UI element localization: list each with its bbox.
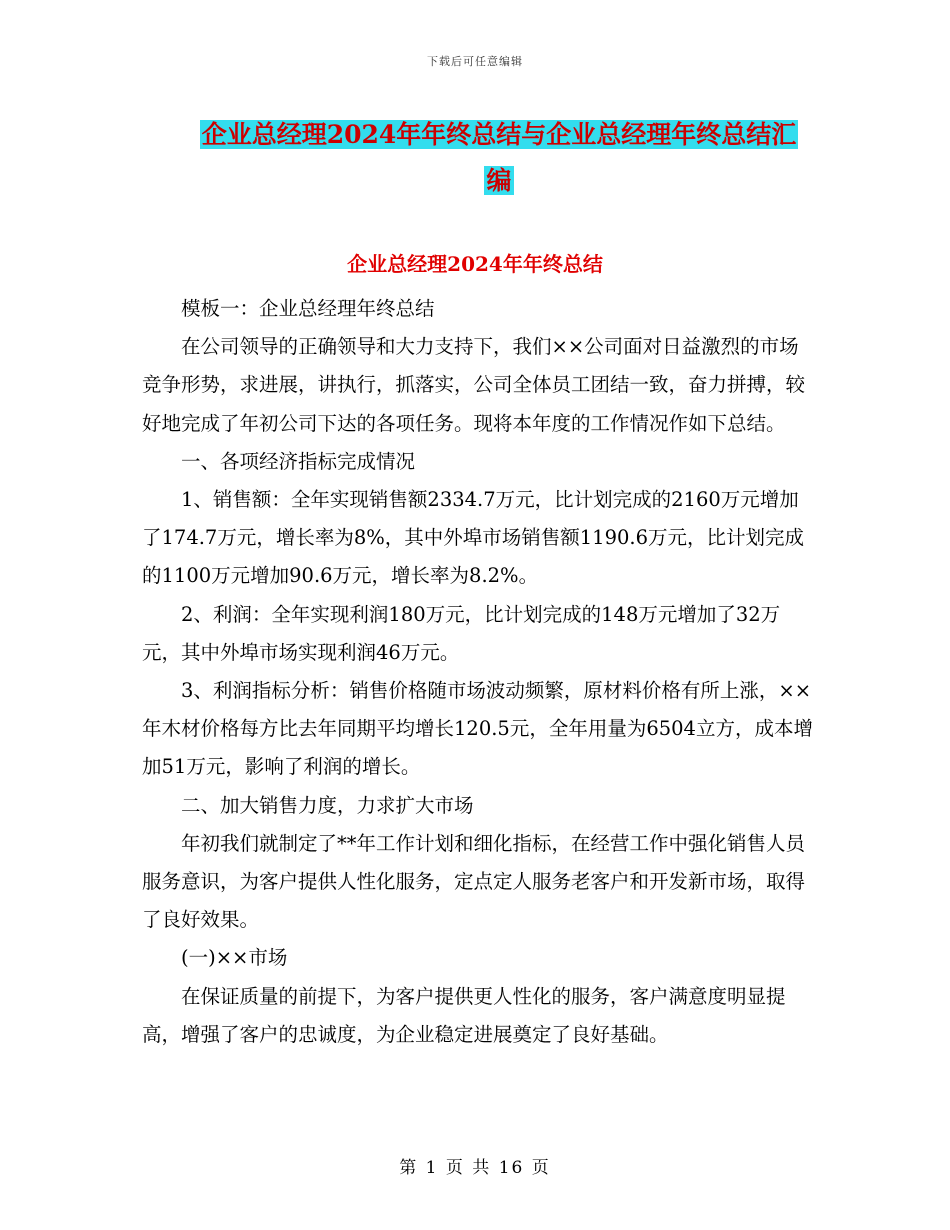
paragraph-service: 在保证质量的前提下，为客户提供更人性化的服务，客户满意度明显提高，增强了客户的忠诚度，为企业稳定进展奠定了良好基础。 — [142, 984, 786, 1046]
document-title-line-1: 企业总经理2024年年终总结与企业总经理年终总结汇 — [201, 120, 797, 149]
paragraph-plan: 年初我们就制定了**年工作计划和细化指标，在经营工作中强化销售人员服务意识，为客户提供人性化服务，定点定人服务老客户和开发新市场，取得了良好效果。 — [142, 831, 806, 932]
paragraph-profit-analysis: 3、利润指标分析：销售价格随市场波动频繁，原材料价格有所上涨，××年木材价格每方比去年同期平均增长120.5元，全年用量为6504立方，成本增加51万元，影响了利润的增长。 — [142, 679, 813, 779]
document-title-line-2: 编 — [486, 166, 512, 195]
paragraph-sales: 1、销售额：全年实现销售额2334.7万元，比计划完成的2160万元增加了174.7万元，增长率为8%，其中外埠市场销售额1190.6万元，比计划完成的1100万元增加90.6万元，增长率为8.2%。 — [142, 488, 804, 588]
page-header-note: 下载后可任意编辑 — [427, 55, 523, 68]
section-title: 企业总经理2024年年终总结 — [347, 252, 603, 276]
page-number: 第 1 页 共 16 页 — [399, 1158, 551, 1178]
document-title — [188, 112, 810, 204]
paragraph-template-heading: 模板一：企业总经理年终总结 — [181, 297, 435, 320]
paragraph-heading-1: 一、各项经济指标完成情况 — [181, 449, 416, 473]
paragraph-profit: 2、利润：全年实现利润180万元，比计划完成的148万元增加了32万元，其中外埠市场实现利润46万元。 — [142, 602, 781, 664]
document-body — [142, 290, 818, 1054]
paragraph-intro: 在公司领导的正确领导和大力支持下，我们××公司面对日益激烈的市场竞争形势，求进展，讲执行，抓落实，公司全体员工团结一致，奋力拼搏，较好地完成了年初公司下达的各项任务。现将本年度的工作情况作如下总结。 — [142, 335, 806, 435]
paragraph-subheading-market: (一)××市场 — [181, 946, 288, 970]
paragraph-heading-2: 二、加大销售力度，力求扩大市场 — [181, 793, 474, 817]
